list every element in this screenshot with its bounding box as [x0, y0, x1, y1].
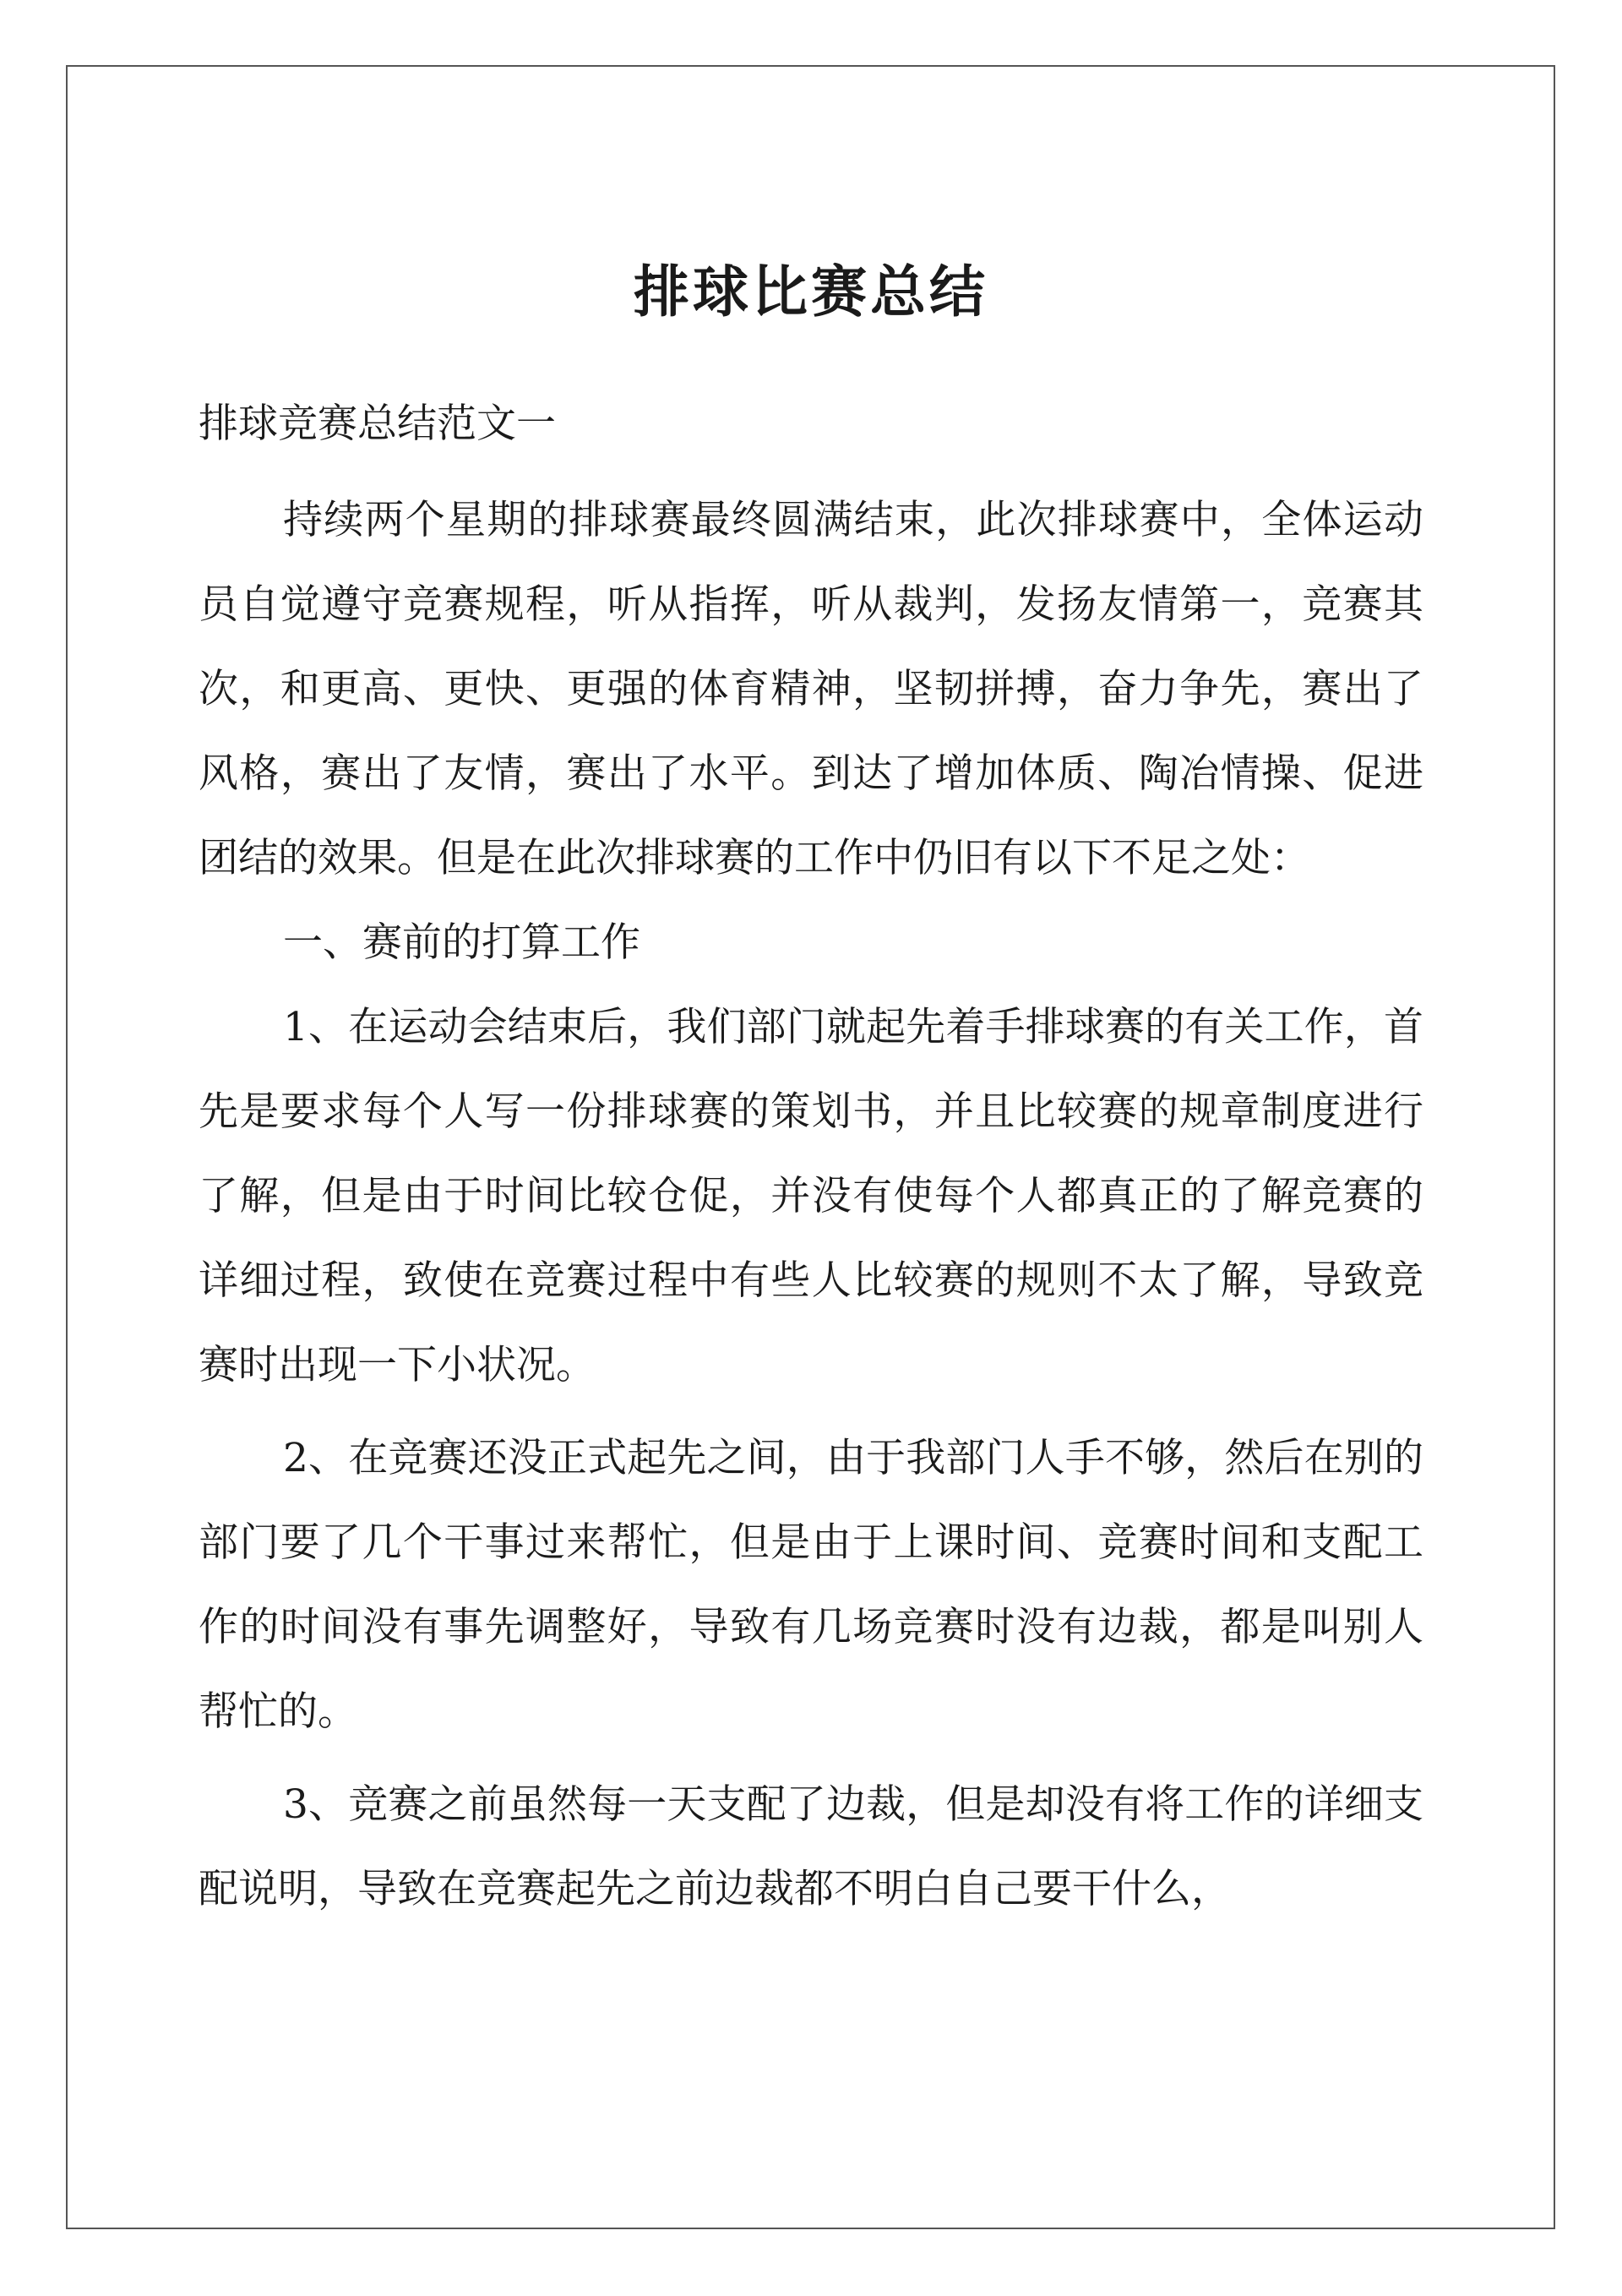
document-body: [199, 254, 1423, 1932]
document-subtitle: 排球竞赛总结范文一: [199, 401, 556, 447]
paragraph-item-1: 1、在运动会结束后，我们部门就起先着手排球赛的有关工作，首先是要求每个人写一份排球赛的策划书，并且比较赛的规章制度进行了解，但是由于时间比较仓促，并没有使每个人都真正的了解竞赛的详细过程，致使在竞赛过程中有些人比较赛的规则不太了解，导致竞赛时出现一下小状况。: [199, 1004, 1423, 1388]
document-title: 排球比赛总结: [634, 259, 988, 324]
paragraph-item-2: 2、在竞赛还没正式起先之间，由于我部门人手不够，然后在别的部门要了几个干事过来帮忙，但是由于上课时间、竞赛时间和支配工作的时间没有事先调整好，导致有几场竞赛时没有边裁，都是叫别人帮忙的。: [199, 1435, 1423, 1735]
paragraph-item-3: 3、竞赛之前虽然每一天支配了边裁，但是却没有将工作的详细支配说明，导致在竞赛起先之前边裁都不明白自己要干什么，: [199, 1781, 1423, 1912]
paragraph-intro: 持续两个星期的排球赛最终圆满结束，此次排球赛中，全体运动员自觉遵守竞赛规程，听从指挥，听从裁判，发扬友情第一，竞赛其次，和更高、更快、更强的体育精神，坚韧拼搏，奋力争先，赛出了风格，赛出了友情，赛出了水平。到达了增加体质、陶冶情操、促进团结的效果。但是在此次排球赛的工作中仍旧有以下不足之处：: [199, 497, 1423, 881]
section-heading-preparation: 一、赛前的打算工作: [283, 919, 640, 966]
